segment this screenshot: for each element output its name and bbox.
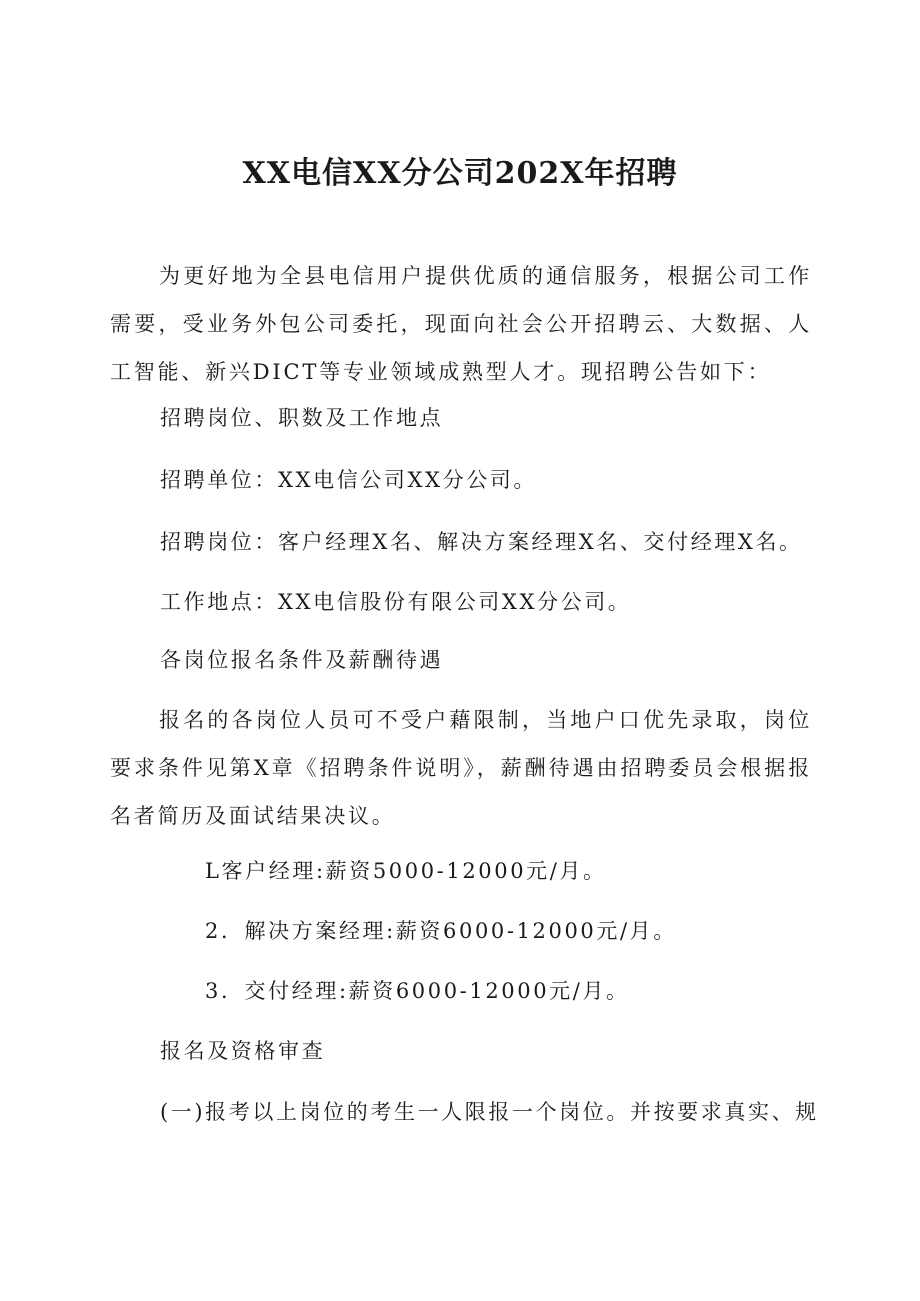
work-location: 工作地点：XX电信股份有限公司XX分公司。 [160,590,632,614]
section-heading-positions: 招聘岗位、职数及工作地点 [160,406,444,430]
salary-item: 3．交付经理:薪资6000-12000元/月。 [205,979,630,1003]
conditions-paragraph: 报名的各岗位人员可不受户藉限制，当地户口优先录取，岗位要求条件见第X章《招聘条件说明》，薪酬待遇由招聘委员会根据报名者简历及面试结果决议。 [110,708,812,828]
recruiting-unit: 招聘单位：XX电信公司XX分公司。 [160,468,537,492]
intro-paragraph: 为更好地为全县电信用户提供优质的通信服务，根据公司工作需要，受业务外包公司委托，现面向社会公开招聘云、大数据、人工智能、新兴DICT等专业领域成熟型人才。现招聘公告如下： [110,264,812,384]
salary-item: L客户经理:薪资5000-12000元/月。 [205,859,607,883]
section-heading-conditions: 各岗位报名条件及薪酬待遇 [160,648,444,672]
document-title: XX电信XX分公司202X年招聘 [242,156,678,191]
recruiting-positions: 招聘岗位：客户经理X名、解决方案经理X名、交付经理X名。 [160,530,803,554]
registration-rule: (一)报考以上岗位的考生一人限报一个岗位。并按要求真实、规 [160,1100,819,1124]
section-heading-registration: 报名及资格审查 [160,1039,326,1063]
salary-item: 2．解决方案经理:薪资6000-12000元/月。 [205,919,677,943]
